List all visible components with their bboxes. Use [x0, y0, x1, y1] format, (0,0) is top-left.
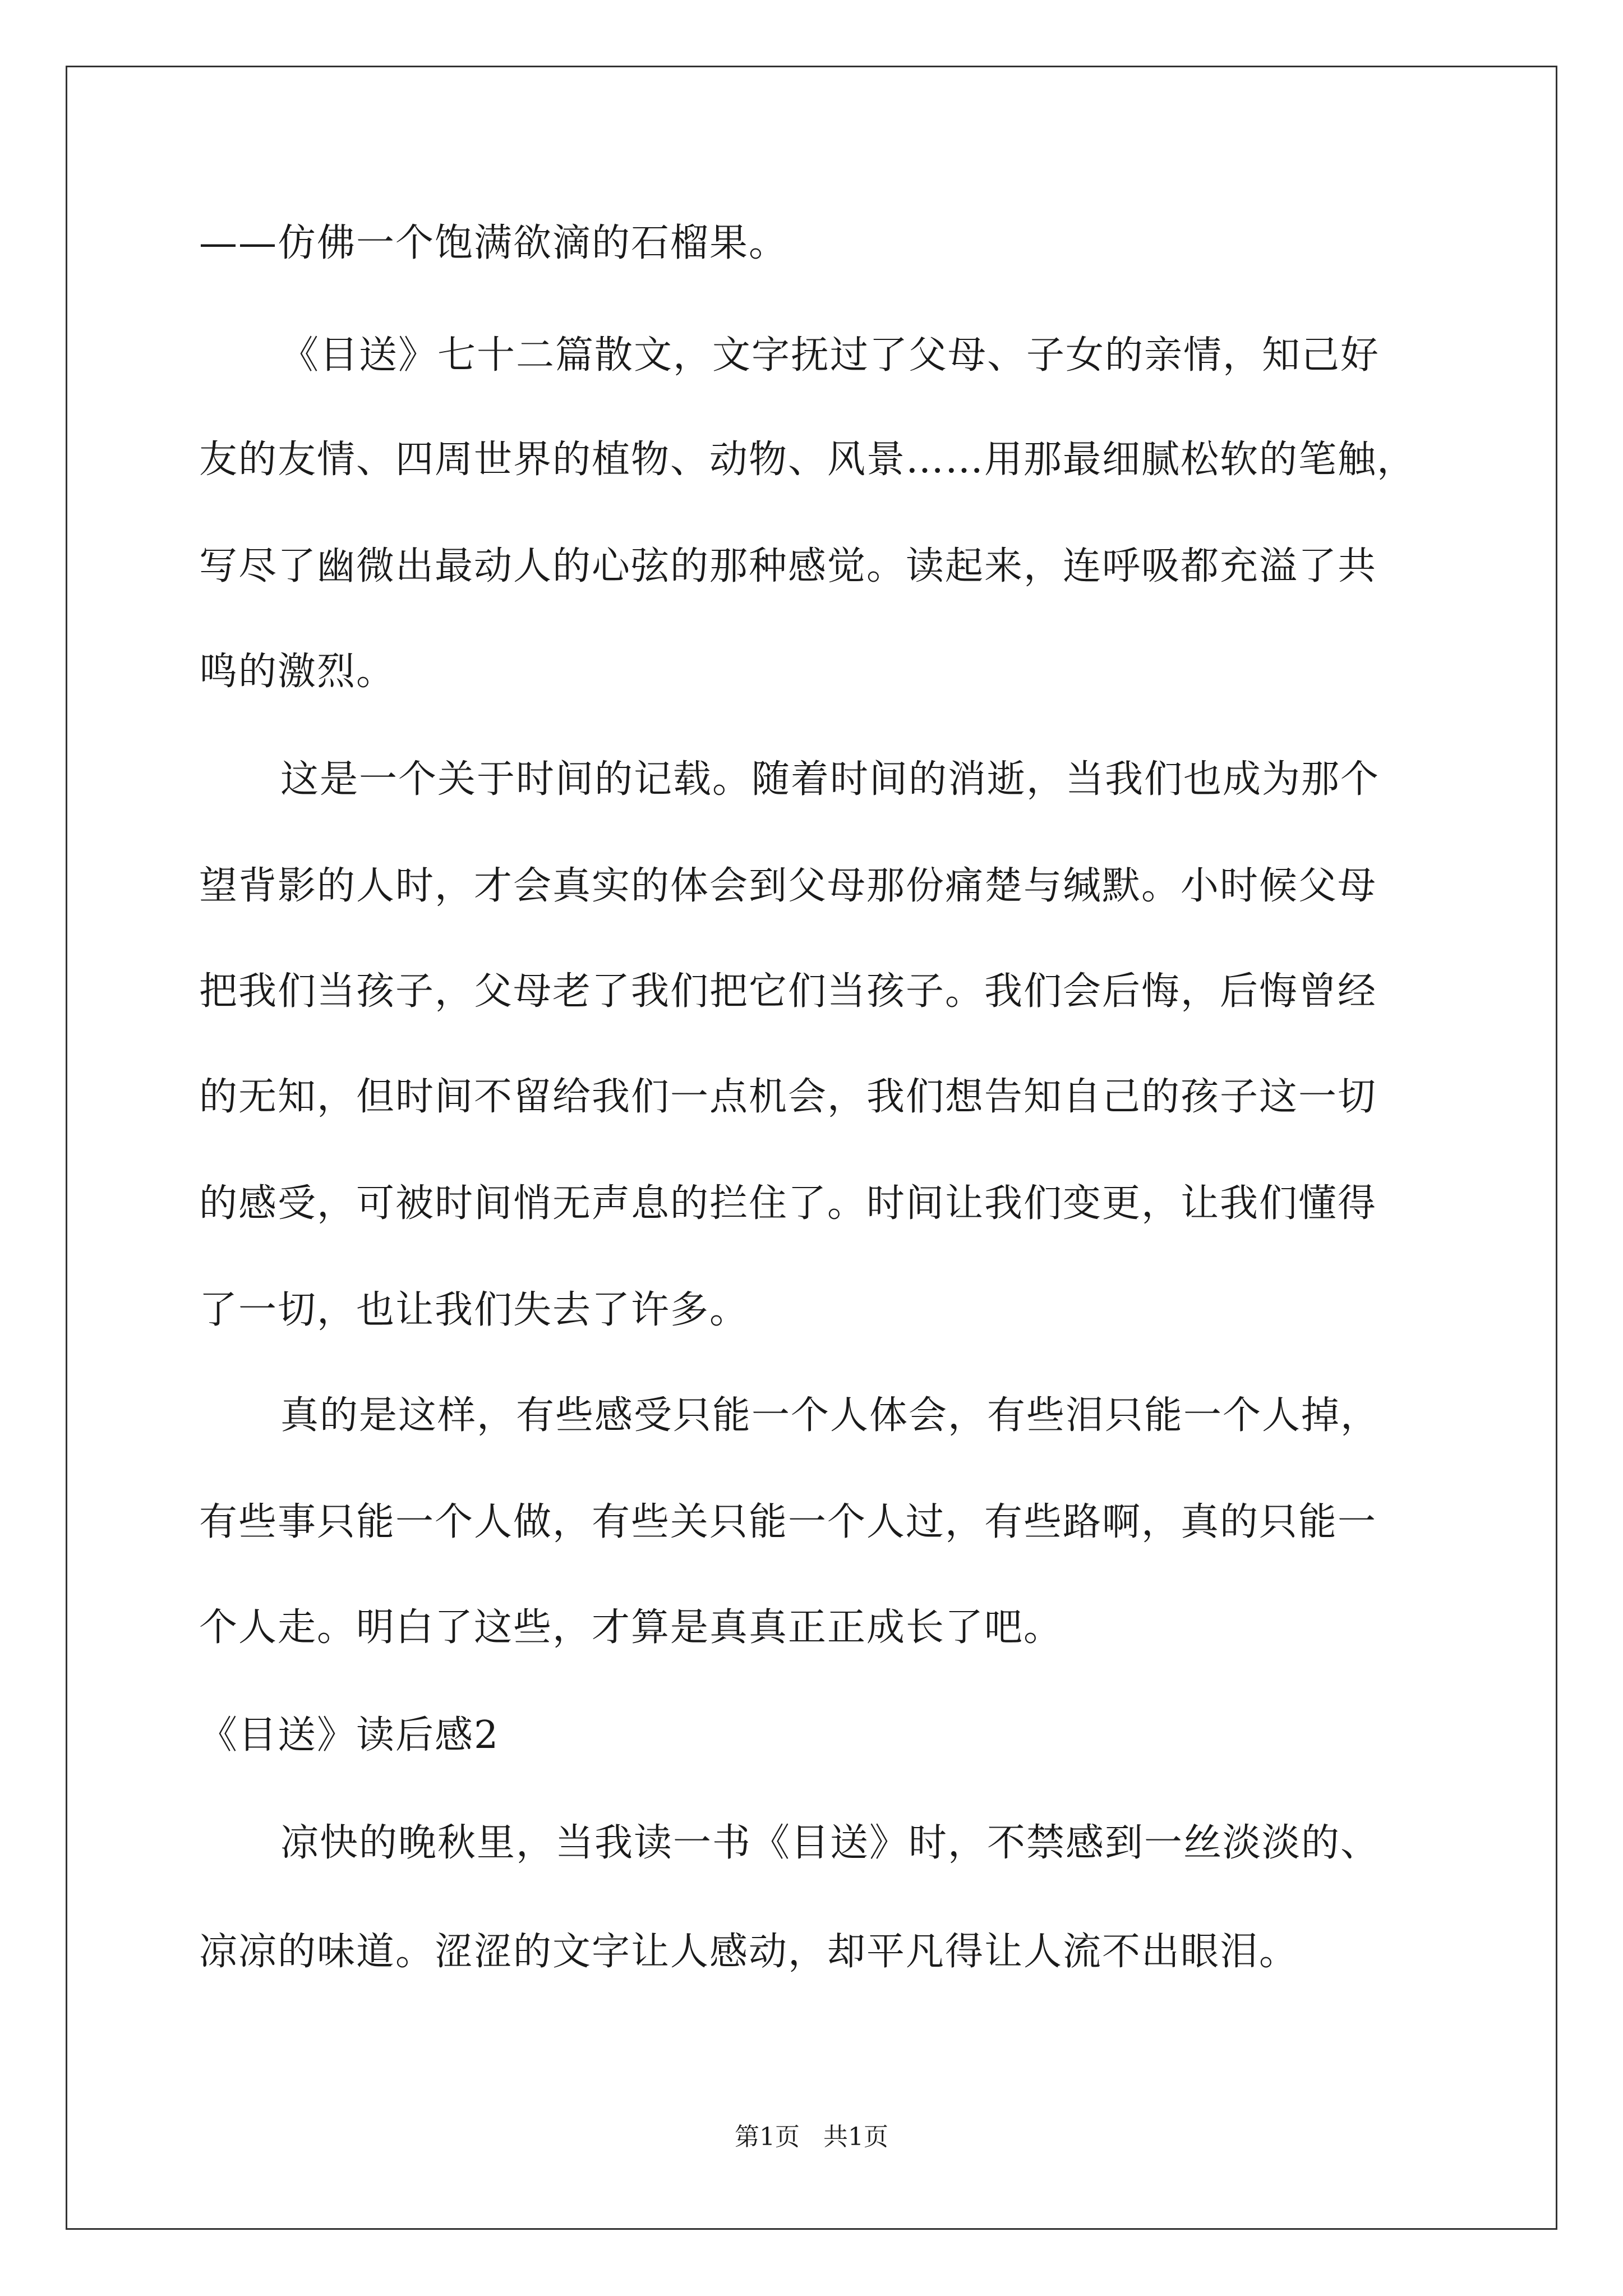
- page-border: [66, 66, 1557, 2230]
- text-line-14: 个人走。明白了这些，才算是真真正正成长了吧。: [199, 1605, 1063, 1650]
- text-line-4: 写尽了幽微出最动人的心弦的那种感觉。读起来，连呼吸都充溢了共: [199, 544, 1377, 588]
- text-line-2: 《目送》七十二篇散文，文字抚过了父母、子女的亲情，知己好: [280, 333, 1380, 378]
- page-number-footer: 第1页 共1页: [735, 2123, 888, 2151]
- text-line-5: 鸣的激烈。: [199, 650, 396, 694]
- text-line-17: 凉凉的味道。涩涩的文字让人感动，却平凡得让人流不出眼泪。: [199, 1930, 1299, 1974]
- text-line-7: 望背影的人时，才会真实的体会到父母那份痛楚与缄默。小时候父母: [199, 864, 1377, 908]
- text-line-9: 的无知，但时间不留给我们一点机会，我们想告知自己的孩子这一切: [199, 1075, 1377, 1119]
- section-heading: 《目送》读后感2: [199, 1713, 500, 1757]
- text-line-16: 凉快的晚秋里，当我读一书《目送》时，不禁感到一丝淡淡的、: [280, 1821, 1380, 1865]
- text-line-8: 把我们当孩子，父母老了我们把它们当孩子。我们会后悔，后悔曾经: [199, 969, 1377, 1014]
- text-line-11: 了一切，也让我们失去了许多。: [199, 1288, 749, 1332]
- text-line-6: 这是一个关于时间的记载。随着时间的消逝，当我们也成为那个: [280, 757, 1380, 802]
- text-line-12: 真的是这样，有些感受只能一个人体会，有些泪只能一个人掉，: [280, 1393, 1380, 1438]
- text-line-10: 的感受，可被时间悄无声息的拦住了。时间让我们变更，让我们懂得: [199, 1181, 1377, 1226]
- text-line-3: 友的友情、四周世界的植物、动物、风景……用那最细腻松软的笔触，: [199, 438, 1417, 482]
- text-line-1: ——仿佛一个饱满欲滴的石榴果。: [199, 221, 789, 265]
- text-line-13: 有些事只能一个人做，有些关只能一个人过，有些路啊，真的只能一: [199, 1500, 1377, 1544]
